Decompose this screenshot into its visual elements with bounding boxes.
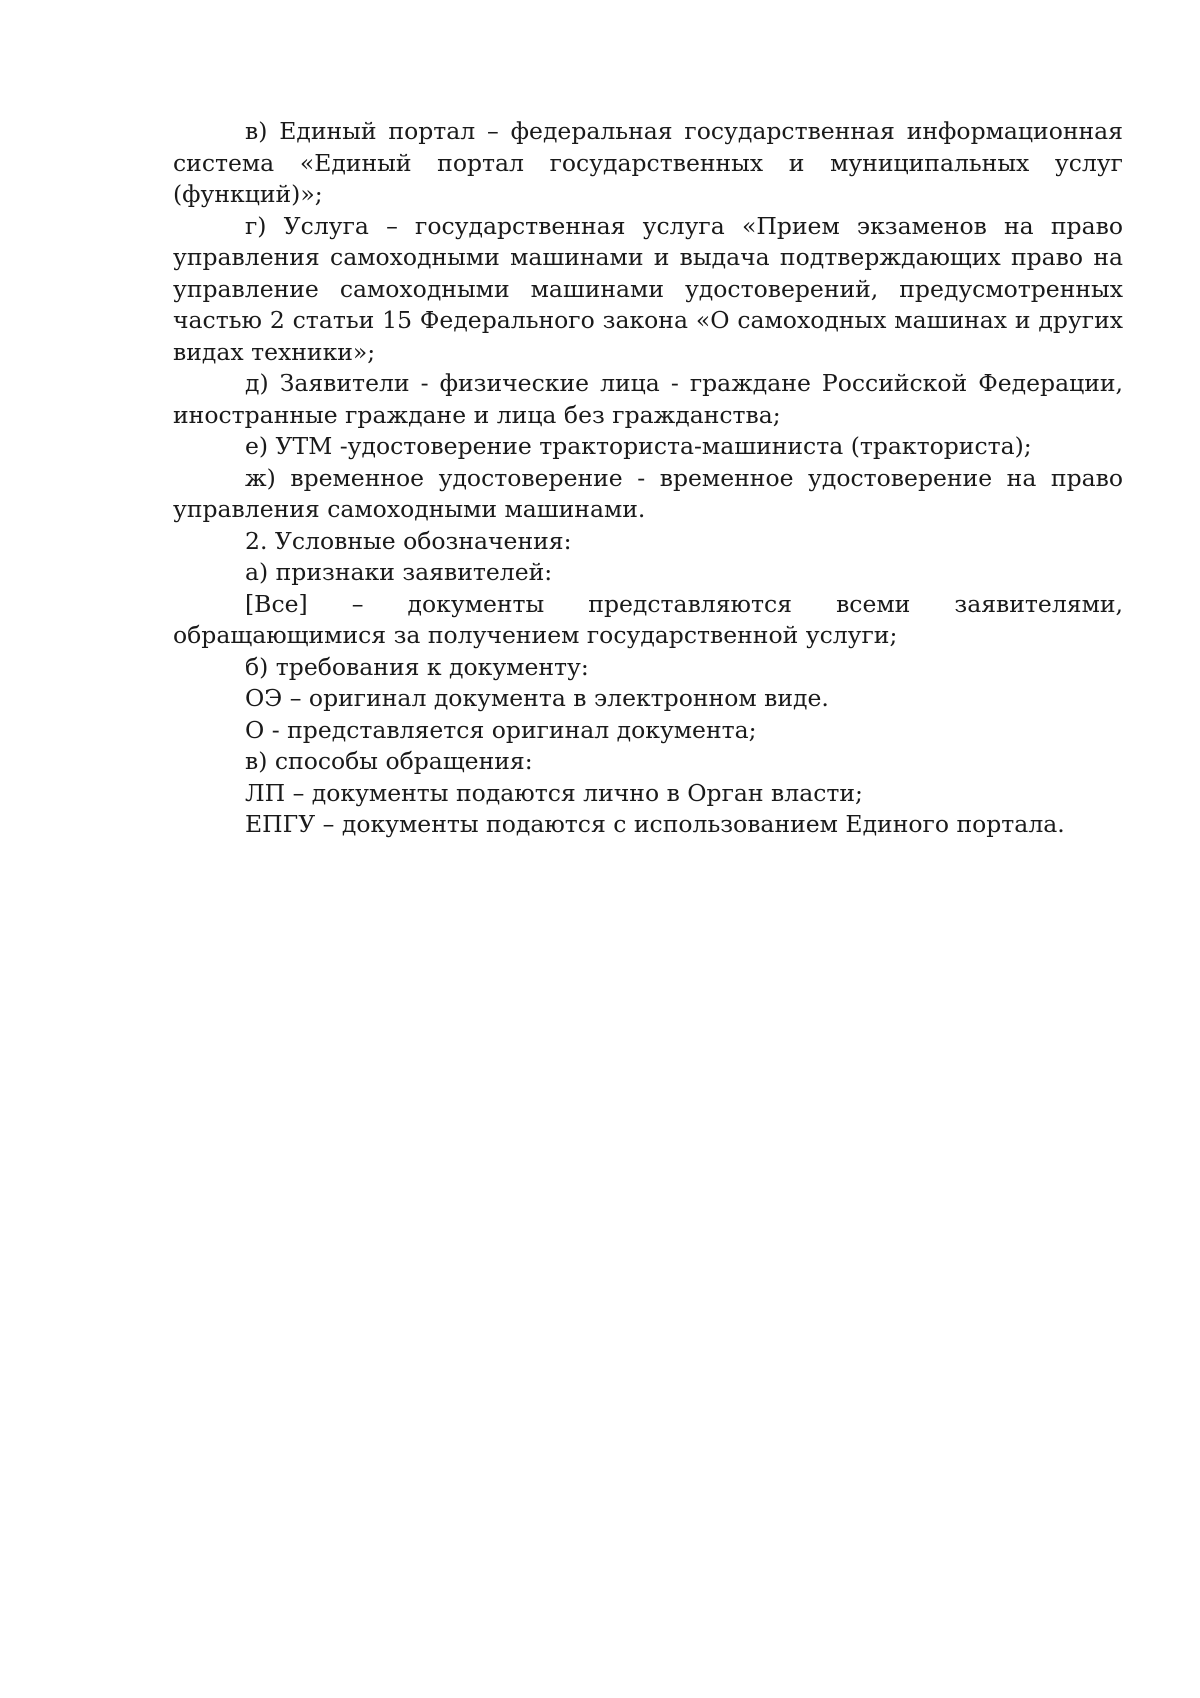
document-body bbox=[173, 116, 1123, 841]
paragraph-submission-methods: в) способы обращения: bbox=[245, 747, 533, 775]
paragraph-definition-service: г) Услуга – государственная услуга «Прием экзаменов на право управления самоходными машинами и выдача подтверждающих право на управление самоходными машинами удостоверений, предусмотренных частью 2 статьи 15 Федерального закона «О самоходных машинах и других видах техники»; bbox=[173, 211, 1123, 366]
paragraph-definition-unified-portal: в) Единый портал – федеральная государственная информационная система «Единый портал государственных и муниципальных услуг (функций)»; bbox=[173, 117, 1123, 208]
paragraph-definition-utm: е) УТМ -удостоверение тракториста-машиниста (тракториста); bbox=[245, 432, 1032, 460]
paragraph-document-requirements: б) требования к документу: bbox=[245, 652, 589, 681]
paragraph-original-electronic: ОЭ – оригинал документа в электронном виде. bbox=[245, 684, 829, 712]
paragraph-definition-applicants: д) Заявители - физические лица - граждане Российской Федерации, иностранные граждане и лица без гражданства; bbox=[173, 369, 1123, 429]
paragraph-epgu: ЕПГУ – документы подаются с использованием Единого портала. bbox=[245, 810, 1065, 838]
paragraph-original: О - представляется оригинал документа; bbox=[245, 715, 757, 744]
paragraph-in-person: ЛП – документы подаются лично в Орган власти; bbox=[245, 778, 863, 807]
paragraph-section-symbols: 2. Условные обозначения: bbox=[245, 526, 572, 555]
paragraph-applicant-attributes: а) признаки заявителей: bbox=[245, 558, 553, 586]
paragraph-definition-temporary-certificate: ж) временное удостоверение - временное удостоверение на право управления самоходными машинами. bbox=[173, 463, 1123, 523]
paragraph-all-applicants: [Все] – документы представляются всеми заявителями, обращающимися за получением государственной услуги; bbox=[173, 589, 1123, 649]
